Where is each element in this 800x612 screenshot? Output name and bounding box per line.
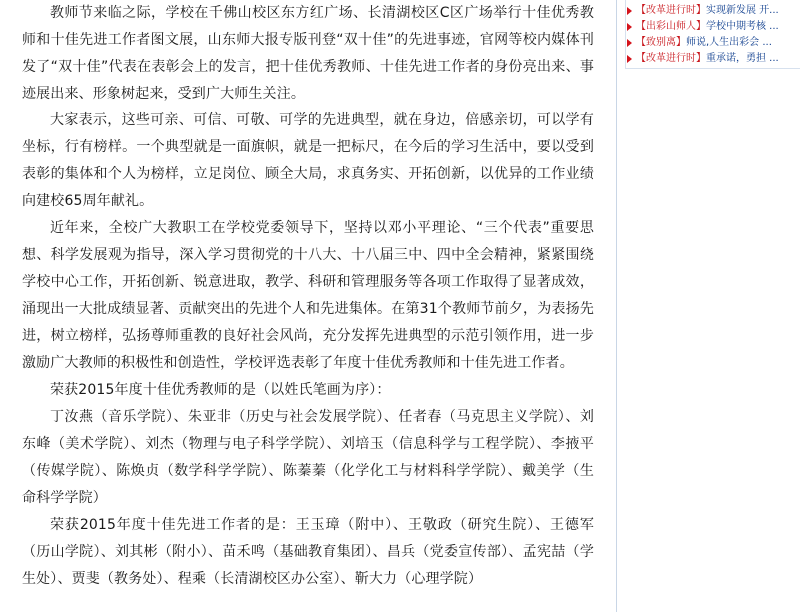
news-category: 【改革进行时】 [636,53,706,64]
news-category: 【改革进行时】 [636,5,706,16]
news-item[interactable] [626,51,800,67]
news-title: 师说,人生出彩会 ... [686,37,772,48]
article-paragraph: 教师节来临之际，学校在千佛山校区东方红广场、长清湖校区C区广场举行十佳优秀教师和十佳先进工作者图文展，山东师大报专版刊登“双十佳”的先进事迹，官网等校内媒体刊发了“双十佳”代表在表彰会上的发言，把十佳优秀教师、十佳先进工作者的身份亮出来、事迹展出来、形象树起来，受到广大师生关注。 [22,5,594,102]
news-category: 【出彩山师人】 [636,21,706,32]
news-item[interactable] [626,35,800,51]
arrow-right-icon [626,35,636,51]
news-item[interactable] [626,19,800,35]
article-paragraph: 近年来，全校广大教职工在学校党委领导下，坚持以邓小平理论、“三个代表”重要思想、科学发展观为指导，深入学习贯彻党的十八大、十八届三中、四中全会精神，紧紧围绕学校中心工作，开拓创新、锐意进取，教学、科研和管理服务等各项工作取得了显著成效，涌现出一大批成绩显著、贡献突出的先进个人和先进集体。在第31个教师节前夕，为表扬先进，树立榜样，弘扬尊师重教的良好社会风尚，充分发挥先进典型的示范引领作用，进一步激励广大教师的积极性和创造性，学校评选表彰了年度十佳优秀教师和十佳先进工作者。 [22,220,594,371]
award-staff-list: 荣获2015年度十佳先进工作者的是：王玉璋（附中）、王敬政（研究生院）、王德军（历山学院）、刘其彬（附小）、苗禾鸣（基础教育集团）、昌兵（党委宣传部）、孟宪喆（学生处）、贾斐（教务处）、程乘（长清湖校区办公室）、靳大力（心理学院） [22,517,594,587]
article-paragraph: 大家表示，这些可亲、可信、可敬、可学的先进典型，就在身边，倍感亲切，可以学有坐标，行有榜样。一个典型就是一面旗帜，就是一把标尺，在今后的学习生活中，要以受到表彰的集体和个人为榜样，立足岗位、顾全大局，求真务实、开拓创新，以优异的工作业绩向建校65周年献礼。 [22,112,594,209]
article-paragraph: 荣获2015年度十佳优秀教师的是（以姓氏笔画为序）： [50,382,391,398]
news-category: 【致别离】 [636,37,686,48]
award-teachers-list: 丁汝燕（音乐学院）、朱亚非（历史与社会发展学院）、任者春（马克思主义学院）、刘东峰（美术学院）、刘杰（物理与电子科学学院）、刘培玉（信息科学与工程学院）、李掖平（传媒学院）、陈焕贞（数学科学学院）、陈蓁蓁（化学化工与材料科学学院）、戴美学（生命科学学院） [22,409,594,506]
arrow-right-icon [626,19,636,35]
arrow-right-icon [626,3,636,19]
arrow-right-icon [626,51,636,67]
news-title: 重承诺，勇担 ... [706,53,779,64]
sidebar [617,0,800,612]
news-title: 实现新发展 开... [706,5,779,16]
news-title: 学校中期考核 ... [706,21,779,32]
news-item[interactable] [626,3,800,19]
related-news-list [625,0,800,69]
